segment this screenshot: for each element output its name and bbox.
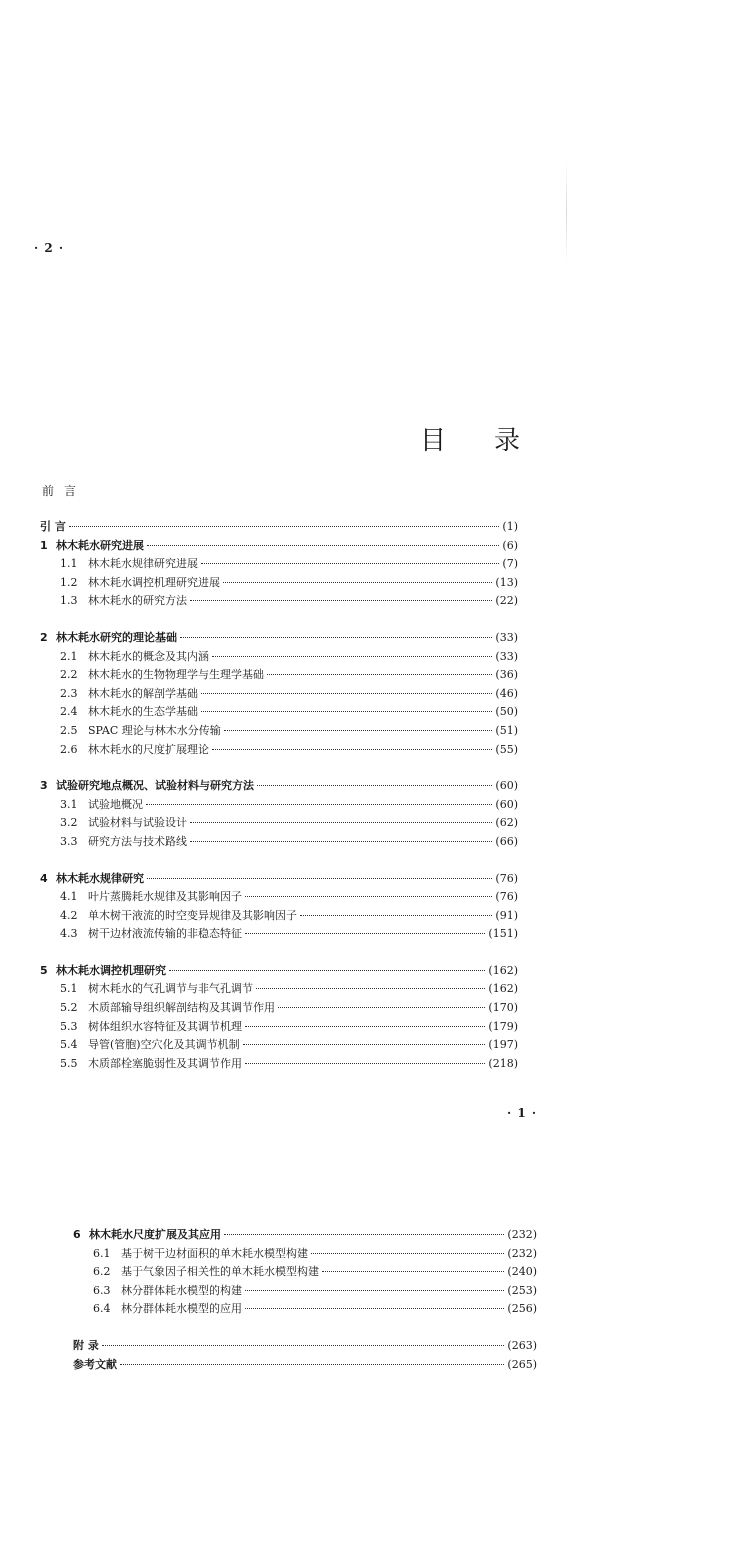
page-number-top: · 2 ·: [34, 241, 65, 255]
toc-section-entry: [40, 999, 518, 1018]
scan-artifact-line: [566, 160, 567, 265]
toc-entry-page: (22): [495, 594, 518, 608]
toc-entry-page: (232): [507, 1246, 537, 1260]
toc-entry-number: 2.3: [60, 686, 78, 700]
toc-entry-number: 5.5: [60, 1056, 78, 1070]
toc-section-entry: [40, 1018, 518, 1037]
toc-entry-number: 3: [40, 779, 48, 793]
toc-entry-page: (263): [507, 1338, 537, 1352]
toc-list-part-1: [40, 518, 518, 1073]
dot-leader: [146, 804, 492, 805]
toc-entry-number: 1.1: [60, 557, 78, 571]
dot-leader: [147, 878, 492, 879]
toc-entry-number: 2.1: [60, 649, 78, 663]
toc-entry-title: 单木树干液流的时空变异规律及其影响因子: [88, 908, 297, 922]
toc-chapter-entry: [73, 1226, 537, 1245]
toc-entry-number: 5.2: [60, 1001, 78, 1015]
toc-entry-number: 2: [40, 630, 48, 644]
toc-entry-title: 研究方法与技术路线: [88, 834, 187, 848]
toc-chapter-entry: [40, 962, 518, 981]
toc-title: 目录: [420, 426, 569, 456]
dot-leader: [322, 1271, 504, 1272]
dot-leader: [223, 582, 492, 583]
toc-entry-page: (6): [502, 538, 518, 552]
toc-chapter-entry: [40, 777, 518, 796]
toc-entry-title: 附 录: [73, 1338, 99, 1352]
toc-entry-page: (162): [488, 963, 518, 977]
toc-section-entry: [40, 888, 518, 907]
toc-entry-title: 试验研究地点概况、试验材料与研究方法: [56, 779, 254, 793]
dot-leader: [201, 711, 492, 712]
toc-section-entry: [40, 741, 518, 760]
toc-entry-preface: 前言: [42, 484, 87, 498]
toc-entry-title: 基于树干边材面积的单木耗水模型构建: [121, 1246, 308, 1260]
dot-leader: [278, 1007, 485, 1008]
toc-entry-title: 林木耗水的研究方法: [88, 594, 187, 608]
toc-entry-title: 林木耗水调控机理研究进展: [88, 575, 220, 589]
toc-entry-title: 林木耗水调控机理研究: [56, 963, 166, 977]
dot-leader: [212, 749, 492, 750]
toc-entry-number: 2.6: [60, 742, 78, 756]
toc-list-part-2: [73, 1226, 537, 1374]
toc-entry-title: 导管(管胞)空穴化及其调节机制: [88, 1038, 240, 1052]
toc-entry-page: (91): [495, 908, 518, 922]
toc-entry-number: 6.3: [93, 1283, 111, 1297]
toc-section-entry: [40, 685, 518, 704]
toc-entry-number: 2.2: [60, 668, 78, 682]
toc-entry-number: 5.4: [60, 1038, 78, 1052]
toc-entry-number: 1.2: [60, 575, 78, 589]
toc-entry-title: 树干边材液流传输的非稳态特征: [88, 927, 242, 941]
toc-section-entry: [40, 666, 518, 685]
toc-section-entry: [73, 1282, 537, 1301]
toc-entry-title: 林分群体耗水模型的构建: [121, 1283, 242, 1297]
toc-entry-title: SPAC 理论与林木水分传输: [88, 723, 221, 737]
toc-entry-page: (60): [495, 779, 518, 793]
toc-entry-title: 林木耗水的概念及其内涵: [88, 649, 209, 663]
toc-section-entry: [40, 555, 518, 574]
dot-leader: [267, 674, 492, 675]
toc-entry-page: (1): [502, 520, 518, 533]
dot-leader: [243, 1044, 486, 1045]
dot-leader: [201, 563, 499, 564]
toc-entry-page: (162): [488, 982, 518, 996]
toc-entry-page: (7): [502, 557, 518, 571]
toc-entry-number: 6.4: [93, 1302, 111, 1316]
toc-entry-title: 林木耗水尺度扩展及其应用: [89, 1228, 221, 1241]
dot-leader: [69, 526, 500, 527]
toc-entry-title: 林木耗水研究进展: [56, 538, 144, 552]
toc-entry-title: 树木耗水的气孔调节与非气孔调节: [88, 982, 253, 996]
toc-entry-title: 林木耗水的生物物理学与生理学基础: [88, 668, 264, 682]
toc-chapter-entry: [40, 537, 518, 556]
toc-entry-number: 3.2: [60, 816, 78, 830]
toc-entry-title: 林木耗水的生态学基础: [88, 705, 198, 719]
toc-section-entry: [40, 722, 518, 741]
toc-section-entry: [40, 1055, 518, 1074]
toc-entry-page: (60): [495, 797, 518, 811]
toc-entry-page: (197): [488, 1038, 518, 1052]
dot-leader: [201, 693, 492, 694]
toc-entry-page: (55): [495, 742, 518, 756]
toc-section-entry: [40, 1036, 518, 1055]
dot-leader: [169, 970, 485, 971]
toc-entry-number: 6.2: [93, 1265, 111, 1279]
toc-chapter-entry: [40, 629, 518, 648]
toc-entry-page: (151): [488, 927, 518, 941]
dot-leader: [212, 656, 492, 657]
toc-section-entry: [40, 907, 518, 926]
toc-entry-page: (50): [495, 705, 518, 719]
toc-section-entry: [40, 592, 518, 611]
dot-leader: [102, 1345, 505, 1346]
toc-entry-title: 树体组织水容特征及其调节机理: [88, 1019, 242, 1033]
dot-leader: [245, 1063, 485, 1064]
toc-entry-page: (76): [495, 871, 518, 885]
toc-section-entry: [40, 980, 518, 999]
toc-chapter-entry: [73, 1356, 537, 1375]
toc-entry-number: 4.2: [60, 908, 78, 922]
dot-leader: [245, 896, 492, 897]
toc-entry-title: 林木耗水规律研究: [56, 871, 144, 885]
toc-section-entry: [40, 833, 518, 852]
dot-leader: [300, 915, 492, 916]
toc-entry-title: 木质部输导组织解剖结构及其调节作用: [88, 1001, 275, 1015]
toc-entry-page: (253): [507, 1283, 537, 1297]
dot-leader: [190, 600, 492, 601]
dot-leader: [180, 637, 492, 638]
toc-chapter-entry: [73, 1337, 537, 1356]
toc-entry-title: 叶片蒸腾耗水规律及其影响因子: [88, 890, 242, 904]
toc-section-entry: [40, 796, 518, 815]
toc-entry-number: 6.1: [93, 1246, 111, 1260]
toc-entry-title: 林分群体耗水模型的应用: [121, 1302, 242, 1316]
toc-entry-page: (33): [495, 649, 518, 663]
dot-leader: [190, 822, 492, 823]
toc-entry-title: 木质部栓塞脆弱性及其调节作用: [88, 1056, 242, 1070]
dot-leader: [245, 1290, 504, 1291]
toc-section-entry: [73, 1245, 537, 1264]
toc-entry-number: 3.1: [60, 797, 78, 811]
toc-entry-page: (33): [495, 630, 518, 644]
toc-section-entry: [73, 1300, 537, 1319]
toc-entry-number: 2.4: [60, 705, 78, 719]
dot-leader: [224, 730, 493, 731]
dot-leader: [120, 1364, 504, 1365]
toc-entry-title: 试验材料与试验设计: [88, 816, 187, 830]
toc-entry-page: (256): [507, 1302, 537, 1316]
toc-chapter-entry: [40, 870, 518, 889]
toc-entry-number: 6: [73, 1228, 81, 1241]
toc-chapter-entry: [40, 518, 518, 537]
toc-entry-title: 参考文献: [73, 1357, 117, 1371]
toc-entry-number: 5.3: [60, 1019, 78, 1033]
toc-entry-page: (66): [495, 834, 518, 848]
toc-section-entry: [40, 648, 518, 667]
toc-entry-page: (36): [495, 668, 518, 682]
toc-entry-number: 1.3: [60, 594, 78, 608]
toc-entry-number: 2.5: [60, 723, 78, 737]
dot-leader: [224, 1234, 504, 1235]
toc-entry-number: 5: [40, 963, 48, 977]
page-number-bottom: · 1 ·: [507, 1106, 538, 1120]
toc-section-entry: [73, 1263, 537, 1282]
dot-leader: [245, 1026, 485, 1027]
toc-entry-page: (13): [495, 575, 518, 589]
toc-entry-page: (170): [488, 1001, 518, 1015]
dot-leader: [245, 1308, 504, 1309]
toc-section-entry: [40, 814, 518, 833]
toc-entry-title: 林木耗水规律研究进展: [88, 557, 198, 571]
toc-entry-page: (218): [488, 1056, 518, 1070]
toc-entry-title: 试验地概况: [88, 797, 143, 811]
toc-entry-page: (76): [495, 890, 518, 904]
dot-leader: [256, 988, 485, 989]
toc-section-entry: [40, 703, 518, 722]
toc-entry-page: (51): [495, 723, 518, 737]
toc-entry-page: (232): [507, 1228, 537, 1241]
toc-entry-title: 林木耗水研究的理论基础: [56, 630, 177, 644]
toc-entry-page: (240): [507, 1265, 537, 1279]
toc-entry-page: (179): [488, 1019, 518, 1033]
dot-leader: [257, 785, 492, 786]
toc-entry-title: 林木耗水的尺度扩展理论: [88, 742, 209, 756]
dot-leader: [245, 933, 485, 934]
dot-leader: [190, 841, 492, 842]
toc-entry-number: 3.3: [60, 834, 78, 848]
toc-entry-title: 林木耗水的解剖学基础: [88, 686, 198, 700]
toc-entry-number: 4.1: [60, 890, 78, 904]
toc-entry-title: 基于气象因子相关性的单木耗水模型构建: [121, 1265, 319, 1279]
toc-entry-page: (62): [495, 816, 518, 830]
toc-entry-page: (46): [495, 686, 518, 700]
toc-entry-number: 4.3: [60, 927, 78, 941]
toc-entry-number: 1: [40, 538, 48, 552]
toc-section-entry: [40, 925, 518, 944]
toc-entry-title: 引 言: [40, 520, 66, 533]
dot-leader: [311, 1253, 504, 1254]
dot-leader: [147, 545, 499, 546]
toc-entry-page: (265): [507, 1357, 537, 1371]
toc-section-entry: [40, 574, 518, 593]
toc-entry-number: 4: [40, 871, 48, 885]
toc-entry-number: 5.1: [60, 982, 78, 996]
